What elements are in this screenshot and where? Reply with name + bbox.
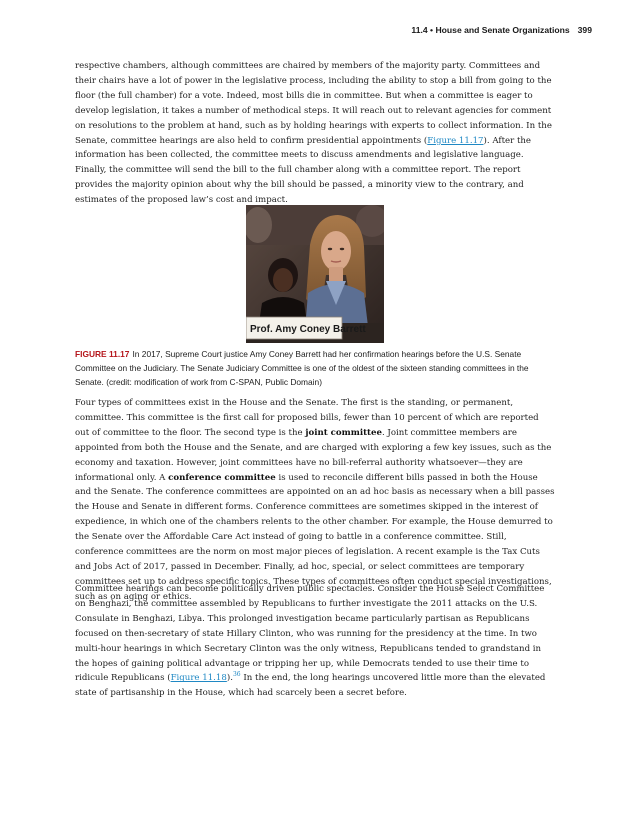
paragraph-text: is used to reconcile different bills passed in both the House and the Senate. The conference committees are appointed on an ad hoc basis as necessary when a bill passes the House and Senate in different forms. Conference committees are sometimes skipped in the interest of expedience, in which one of the chambers relents to the other chamber. For example, the House demurred to the Senate over the Affordable Care Act instead of going to battle in a conference committee. Still, conference committees are the norm on most major pieces of legislation. A recent example is the Tax Cuts and Jobs Act of 2017, passed in December. Finally, ad hoc, special, or select committees are temporary committees set up to address specific topics. These types of committees often conduct special investigations, such as on aging or ethics.: [75, 472, 555, 602]
page-number: 399: [577, 25, 592, 35]
paragraph-text: respective chambers, although committees are chaired by members of the majority party. Committees and their chairs have a lot of power in the legislative process, including the ability to stop a bill from going to the floor (the full chamber) for a vote. Indeed, most bills die in committee. But when a committee is eager to develop legislation, it takes a number of methodical steps. It will reach out to relevant agencies for comment on resolutions to the problem at hand, such as by holding hearings with experts to collect information. In the Senate, committee hearings are also held to confirm presidential appointments (: [75, 61, 552, 146]
paragraph-text: ). After the information has been collected, the committee meets to discuss amendments and legislative language. Finally, the committee will send the bill to the full chamber along with a committee report. The report provides the majority opinion about why the bill should be passed, a minority view to the contrary, and estimates of the proposed law’s cost and impact.: [75, 135, 532, 206]
section-title: 11.4 • House and Senate Organizations: [411, 25, 570, 35]
paragraph-committee-types: [75, 396, 555, 605]
figure-11-18-link[interactable]: Figure 11.18: [170, 673, 227, 684]
figure-label: FIGURE 11.17: [75, 349, 130, 359]
paragraph-committee-process: [75, 59, 555, 208]
key-term-conference-committee: conference committee: [168, 472, 276, 483]
key-term-joint-committee: joint committee: [305, 427, 382, 438]
figure-caption: [75, 347, 555, 389]
paragraph-text: . Joint committee members are appointed from both the House and the Senate, and are charged with exploring a few key issues, such as the economy and taxation. However, joint committees have no bill-referral authority whatsoever—they are informational only. A: [75, 427, 552, 483]
paragraph-text: ).: [226, 673, 233, 684]
paragraph-benghazi-hearings: [75, 582, 555, 701]
nameplate-text: Prof. Amy Coney Barrett: [250, 324, 366, 335]
figure-photo: [246, 205, 384, 343]
paragraph-text: Committee hearings can become politically driven public spectacles. Consider the House Select Committee on Benghazi, the committee assembled by Republicans to further investigate the 2011 attacks on the U.S. Consulate in Benghazi, Libya. This prolonged investigation became particularly partisan as Republicans focused on then-secretary of state Hillary Clinton, who was running for the presidency at the time. In two multi-hour hearings in which Secretary Clinton was the only witness, Republicans tended to grandstand in the hopes of gaining political advantage or tripping her up, while Democrats tended to use their time to ridicule Republicans (: [75, 584, 545, 684]
running-header: [411, 25, 592, 35]
paragraph-text: In the end, the long hearings uncovered little more than the elevated state of partisanship in the House, which had scarcely been a secret before.: [75, 673, 546, 699]
figure-11-17-link[interactable]: Figure 11.17: [427, 135, 484, 146]
figure-caption-text: In 2017, Supreme Court justice Amy Coney Barrett had her confirmation hearings before the U.S. Senate Committee on the Judiciary. The Senate Judiciary Committee is one of the oldest of the sixteen standing committees in the Senate. (credit: modification of work from C-SPAN, Public Domain): [75, 349, 529, 387]
hearing-photo-illustration: [246, 205, 384, 343]
footnote-36-marker[interactable]: 36: [232, 671, 241, 679]
paragraph-text: Four types of committees exist in the House and the Senate. The first is the standing, or permanent, committee. This committee is the first call for proposed bills, fewer than 10 percent of which are reported out of committee to the floor. The second type is the: [75, 398, 539, 438]
